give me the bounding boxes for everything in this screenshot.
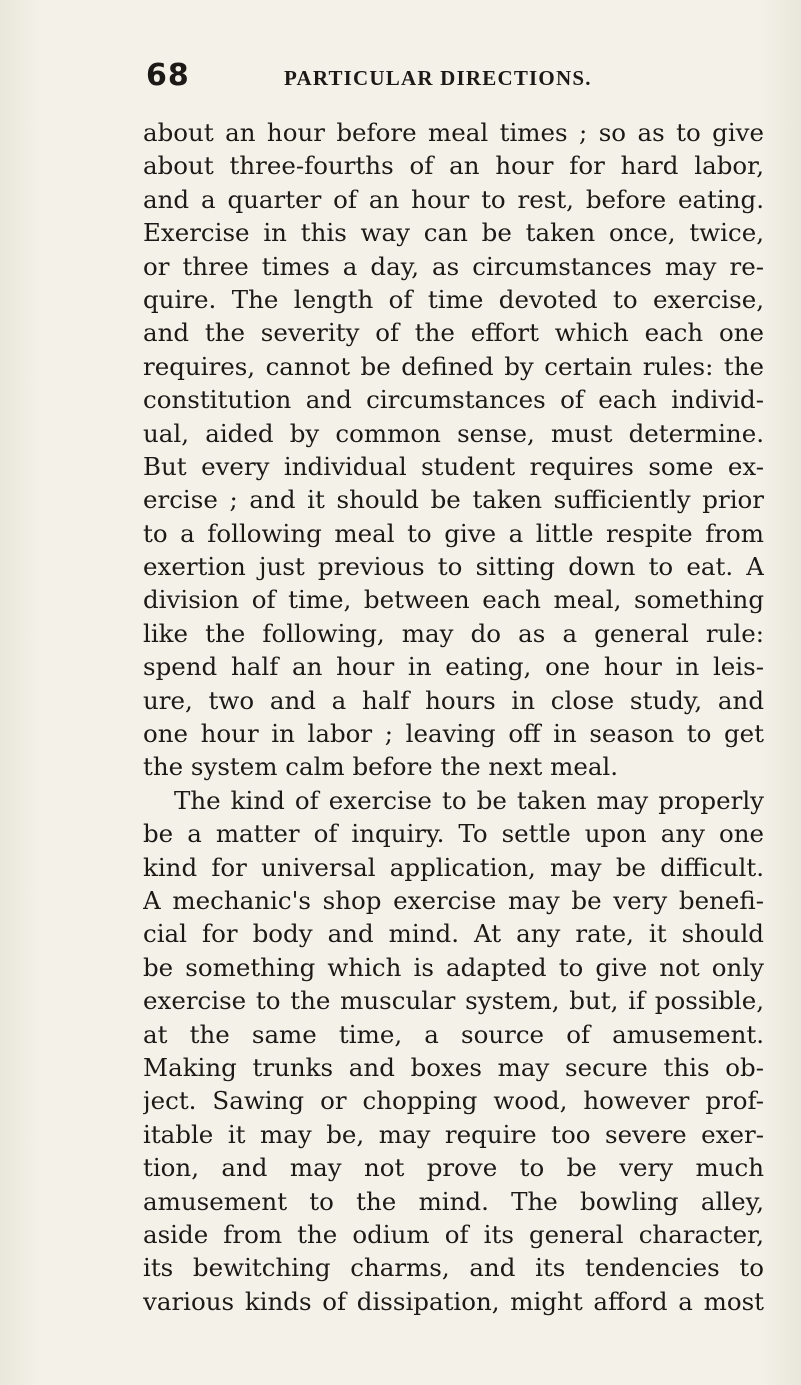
running-head	[146, 58, 766, 104]
text-line: about an hour before meal times ; so as to give	[143, 118, 764, 147]
text-line: cial for body and mind. At any rate, it should	[143, 919, 764, 949]
text-line: its bewitching charms, and its tendencies to	[143, 1253, 764, 1283]
text-line: like the following, may do as a general rule:	[143, 618, 764, 648]
text-line: ure, two and a half hours in close study, and	[143, 685, 764, 715]
text-line: about three-fourths of an hour for hard labor,	[143, 151, 764, 181]
text-line: or three times a day, as circumstances may re-	[143, 251, 764, 281]
text-line: aside from the odium of its general character,	[143, 1219, 764, 1249]
text-line: amusement to the mind. The bowling alley,	[143, 1186, 764, 1216]
text-line: exertion just previous to sitting down to eat. A	[143, 552, 764, 582]
text-line: tion, and may not prove to be very much	[143, 1153, 764, 1183]
text-line: ual, aided by common sense, must determine.	[143, 418, 764, 448]
text-line: spend half an hour in eating, one hour in leis-	[143, 652, 764, 682]
text-line: quire. The length of time devoted to exercise,	[143, 284, 764, 314]
text-line: division of time, between each meal, something	[143, 585, 764, 615]
text-line: and a quarter of an hour to rest, before eating.	[143, 184, 764, 214]
text-line: kind for universal application, may be difficult.	[143, 852, 764, 882]
text-line: to a following meal to give a little respite from	[143, 518, 764, 548]
text-line: various kinds of dissipation, might afford a most	[143, 1286, 764, 1316]
text-line: the system calm before the next meal.	[143, 752, 619, 782]
text-line: exercise to the muscular system, but, if possible,	[143, 986, 764, 1016]
text-line: But every individual student requires some ex-	[143, 451, 764, 481]
text-line: ercise ; and it should be taken sufficiently prior	[143, 485, 764, 515]
text-line: itable it may be, may require too severe exer-	[143, 1119, 764, 1149]
text-line: requires, cannot be defined by certain rules: the	[143, 351, 764, 381]
text-line: Making trunks and boxes may secure this ob-	[143, 1052, 764, 1082]
text-line: one hour in labor ; leaving off in season to get	[143, 719, 764, 749]
paragraph-first-line: The kind of exercise to be taken may properly	[174, 785, 764, 815]
text-line: be a matter of inquiry. To settle upon any one	[143, 819, 764, 849]
text-line: Exercise in this way can be taken once, twice,	[143, 218, 764, 248]
running-title: PARTICULAR DIRECTIONS.	[284, 66, 592, 90]
text-line: ject. Sawing or chopping wood, however prof-	[143, 1086, 764, 1116]
text-line: constitution and circumstances of each individ-	[143, 385, 764, 415]
text-line: and the severity of the effort which each one	[143, 318, 764, 348]
body-text	[143, 116, 764, 1318]
text-line: A mechanic's shop exercise may be very benefi-	[143, 885, 764, 915]
text-line: be something which is adapted to give not only	[143, 952, 764, 982]
text-line: at the same time, a source of amusement.	[143, 1019, 764, 1049]
page-number: 68	[146, 58, 190, 93]
